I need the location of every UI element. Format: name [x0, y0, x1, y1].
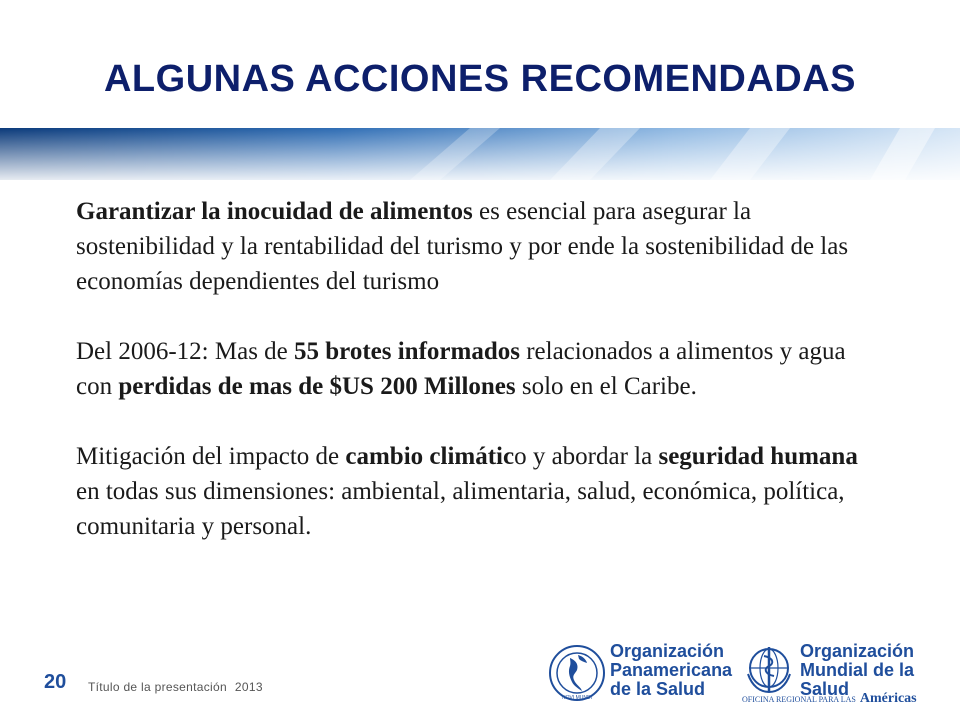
text-run: o y abordar la [514, 443, 659, 470]
paho-name-line-2: Panamericana [610, 660, 733, 680]
who-name-line-1: Organización [800, 641, 915, 661]
text-run: perdidas de mas de $US 200 Millones [118, 373, 516, 400]
who-name-line-2: Mundial de la Salud [800, 660, 915, 699]
presentation-title: Título de la presentación [88, 680, 227, 694]
text-run: Garantizar la inocuidad de alimentos [76, 198, 473, 225]
paragraph-outbreaks [76, 334, 886, 404]
who-office-region: Américas [859, 691, 917, 706]
paho-name-line-1: Organización [610, 641, 725, 661]
who-logo [742, 642, 952, 710]
slide-number: 20 [44, 671, 67, 693]
paho-logo-text [610, 642, 732, 699]
decorative-header-band [0, 128, 960, 180]
text-run: solo en el Caribe. [515, 373, 697, 400]
paho-emblem-ring-text: NOVI MUNDI [562, 695, 592, 701]
paragraph-food-safety [76, 194, 886, 299]
slide-body [76, 194, 886, 544]
presentation-year: 2013 [234, 680, 263, 694]
text-run: cambio climátic [345, 443, 515, 470]
paho-name-line-3: de la Salud [610, 679, 706, 699]
text-run: es esencial para asegurar la sostenibilidad y la rentabilidad del turismo y por ende la sostenibilidad de las economías dependientes del turismo [76, 198, 849, 295]
paho-logo [548, 642, 738, 706]
text-run: relacionados a alimentos y agua con [76, 338, 846, 400]
text-run: Del 2006-12: Mas de [76, 338, 295, 365]
text-run: 55 brotes informados [294, 338, 520, 365]
who-emblem-icon [742, 644, 796, 698]
text-run: seguridad humana [658, 443, 858, 470]
paho-emblem-icon [548, 644, 606, 702]
text-run: Mitigación del impacto de [76, 443, 346, 470]
footer-presentation-title [88, 680, 263, 694]
who-regional-office [742, 691, 952, 707]
slide-title: ALGUNAS ACCIONES RECOMENDADAS [103, 58, 856, 100]
who-office-prefix: OFICINA REGIONAL PARA LAS [742, 695, 856, 704]
text-run: en todas sus dimensiones: ambiental, alimentaria, salud, económica, política, comunitaria y personal. [76, 478, 845, 540]
paragraph-climate-change [76, 439, 886, 544]
